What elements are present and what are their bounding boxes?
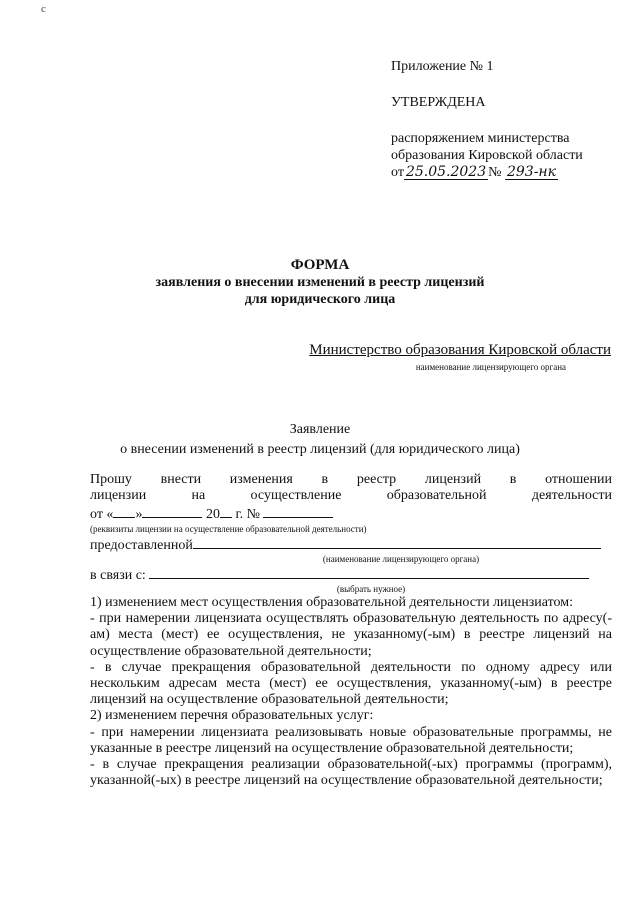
order-date-line <box>391 164 621 181</box>
form-title-sub-1: заявления о внесении изменений в реестр лицензий <box>155 275 485 290</box>
provided-caption: (наименование лицензирующего органа) <box>322 553 480 564</box>
change-reasons <box>90 595 612 789</box>
from-close-label: » <box>135 507 143 523</box>
document-body <box>90 472 612 789</box>
due-to-blank <box>149 565 589 579</box>
appendix-block <box>391 58 621 181</box>
authority-caption: наименование лицензирующего органа <box>415 362 566 372</box>
statement-subtitle: о внесении изменений в реестр лицензий (для юридического лица) <box>120 442 520 457</box>
form-title-sub-2: для юридического лица <box>244 292 396 307</box>
appendix-number: Приложение № 1 <box>391 59 494 74</box>
item-2-heading: 2) изменением перечня образовательных услуг: <box>90 708 374 724</box>
form-title-main: ФОРМА <box>290 257 350 273</box>
item-2-b: - в случае прекращения реализации образовательной(-ых) программы (программ), указанной(-ых) в реестре лицензий на осуществление образовательной деятельности; <box>90 757 612 789</box>
order-line-2: образования Кировской области <box>391 148 583 163</box>
provided-blank <box>193 535 601 549</box>
year-prefix: 20 <box>205 507 220 523</box>
order-line-1: распоряжением министерства <box>391 131 570 146</box>
item-1-a: - при намерении лицензиата осуществлять образовательную деятельность по адресу(-ам) места (мест) ее осуществления, не указанному(-ым) в реестре лицензий на осуществление образовательной деятельности; <box>90 611 612 659</box>
item-2-a: - при намерении лицензиата реализовывать новые образовательные программы, не указанные в реестре лицензий на осуществление образовательной деятельности; <box>90 724 612 756</box>
month-blank <box>142 504 202 518</box>
licensing-authority <box>300 342 611 372</box>
due-to-line <box>90 565 612 584</box>
from-open-label: от « <box>90 507 114 523</box>
request-line-1: Прошу внести изменения в реестр лицензий в отношении <box>90 472 612 487</box>
license-date-line <box>90 504 612 523</box>
provided-label: предоставленной <box>90 537 193 553</box>
license-details-caption: (реквизиты лицензии на осуществление образовательной деятельности) <box>90 523 367 534</box>
request-line-2: лицензии на осуществление образовательной деятельности <box>90 488 612 504</box>
provided-line <box>90 535 612 554</box>
order-number-label: № <box>488 165 502 180</box>
order-from-label: от <box>391 165 404 180</box>
authority-name: Министерство образования Кировской области <box>309 342 611 358</box>
day-blank <box>113 504 135 518</box>
form-title <box>0 257 640 308</box>
handwritten-date: 25.05.2023 <box>405 164 487 180</box>
license-number-label: г. № <box>235 507 260 523</box>
statement-heading <box>0 420 640 460</box>
handwritten-number: 293-нк <box>506 164 557 180</box>
license-number-blank <box>263 504 333 518</box>
page-corner-mark: с <box>41 3 46 15</box>
approved-label: УТВЕРЖДЕНА <box>391 95 486 110</box>
due-to-label: в связи с: <box>90 567 146 583</box>
item-1-b: - в случае прекращения образовательной деятельности по одному адресу или нескольким адресам места (мест) ее осуществления, указанному(-ым) в реестре лицензий на осуществление образовательной деятельности; <box>90 659 612 708</box>
year-blank <box>220 504 232 518</box>
item-1-heading: 1) изменением мест осуществления образовательной деятельности лицензиатом: <box>90 595 574 611</box>
due-to-caption: (выбрать нужное) <box>336 584 406 595</box>
statement-title: Заявление <box>289 422 351 437</box>
